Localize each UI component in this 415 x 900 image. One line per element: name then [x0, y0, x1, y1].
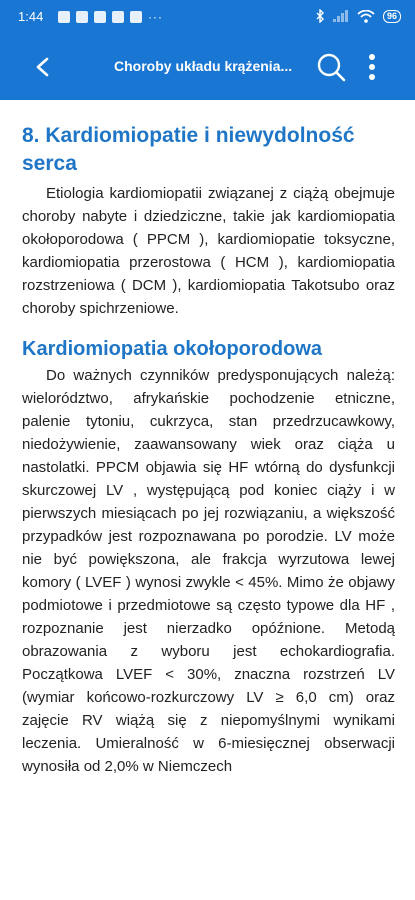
- wifi-icon: [357, 10, 375, 23]
- search-button[interactable]: [314, 50, 348, 84]
- back-arrow-icon: [26, 50, 60, 84]
- status-bar: [0, 0, 415, 34]
- bluetooth-icon: [315, 9, 325, 23]
- intro-paragraph: Etiologia kardiomiopatii związanej z ciążą obejmuje choroby nabyte i dziedziczne, takie jak kardiomiopatia okołoporodowa ( PPCM ), kardiomiopatie toksyczne, kardiomiopatia przerostowa ( HCM ), kardiomiopatia rozstrzeniowa ( DCM ), kardiomiopatia Takotsubo oraz choroby spichrzeniowe.: [22, 185, 395, 317]
- back-button[interactable]: [26, 50, 60, 84]
- body-paragraph: Do ważnych czynników predysponujących należą: wielorództwo, afrykańskie pochodzenie etniczne, palenie tytoniu, cukrzyca, stan przedrzucawkowy, niedożywienie, zaawansowany wiek oraz ciąża u nastolatki. PPCM objawia się HF wtórną do dysfunkcji skurczowej LV , występującą pod koniec ciąży i w pierwszych miesiącach po jej rozwiązaniu, a większość przypadków jest rozpoznawana po porodzie. LV może nie być powiększona, ale frakcja wyrzutowa lewej komory ( LVEF ) wynosi zwykle < 45%. Mimo że objawy podmiotowe i przedmiotowe są często typowe dla HF , rozpoznanie jest nierzadko opóźnione. Metodą obrazowania z wyboru jest echokardiografia. Początkowa LVEF < 30%, znaczna rozstrzeń LV (wymiar końcowo-rozkurczowy LV ≥ 6,0 cm) oraz zajęcie RV wiążą się z niepomyślnymi wynikami leczenia. Umieralność w 6-miesięcznej obserwacji wynosiła od 2,0% w Niemczech: [22, 367, 395, 775]
- search-icon: [314, 50, 348, 84]
- more-options-button[interactable]: [360, 50, 384, 84]
- notification-icon: [76, 11, 88, 23]
- article-content: [22, 100, 395, 778]
- notification-icon: [58, 11, 70, 23]
- section-title: 8. Kardiomiopatie i niewydolność serca: [22, 124, 355, 175]
- system-icons: [315, 9, 401, 23]
- battery-indicator: 96: [383, 10, 401, 23]
- notification-icon: [130, 11, 142, 23]
- notification-icons: [58, 10, 163, 24]
- signal-icon: [333, 10, 349, 22]
- page-title: Choroby układu krążenia...: [114, 58, 293, 74]
- more-vert-icon: [360, 50, 384, 84]
- notification-icon: [94, 11, 106, 23]
- status-time: 1:44: [18, 9, 44, 24]
- more-notifications-icon: ···: [148, 10, 163, 24]
- notification-icon: [112, 11, 124, 23]
- subsection-title: Kardiomiopatia okołoporodowa: [22, 338, 323, 360]
- app-bar: [0, 34, 415, 100]
